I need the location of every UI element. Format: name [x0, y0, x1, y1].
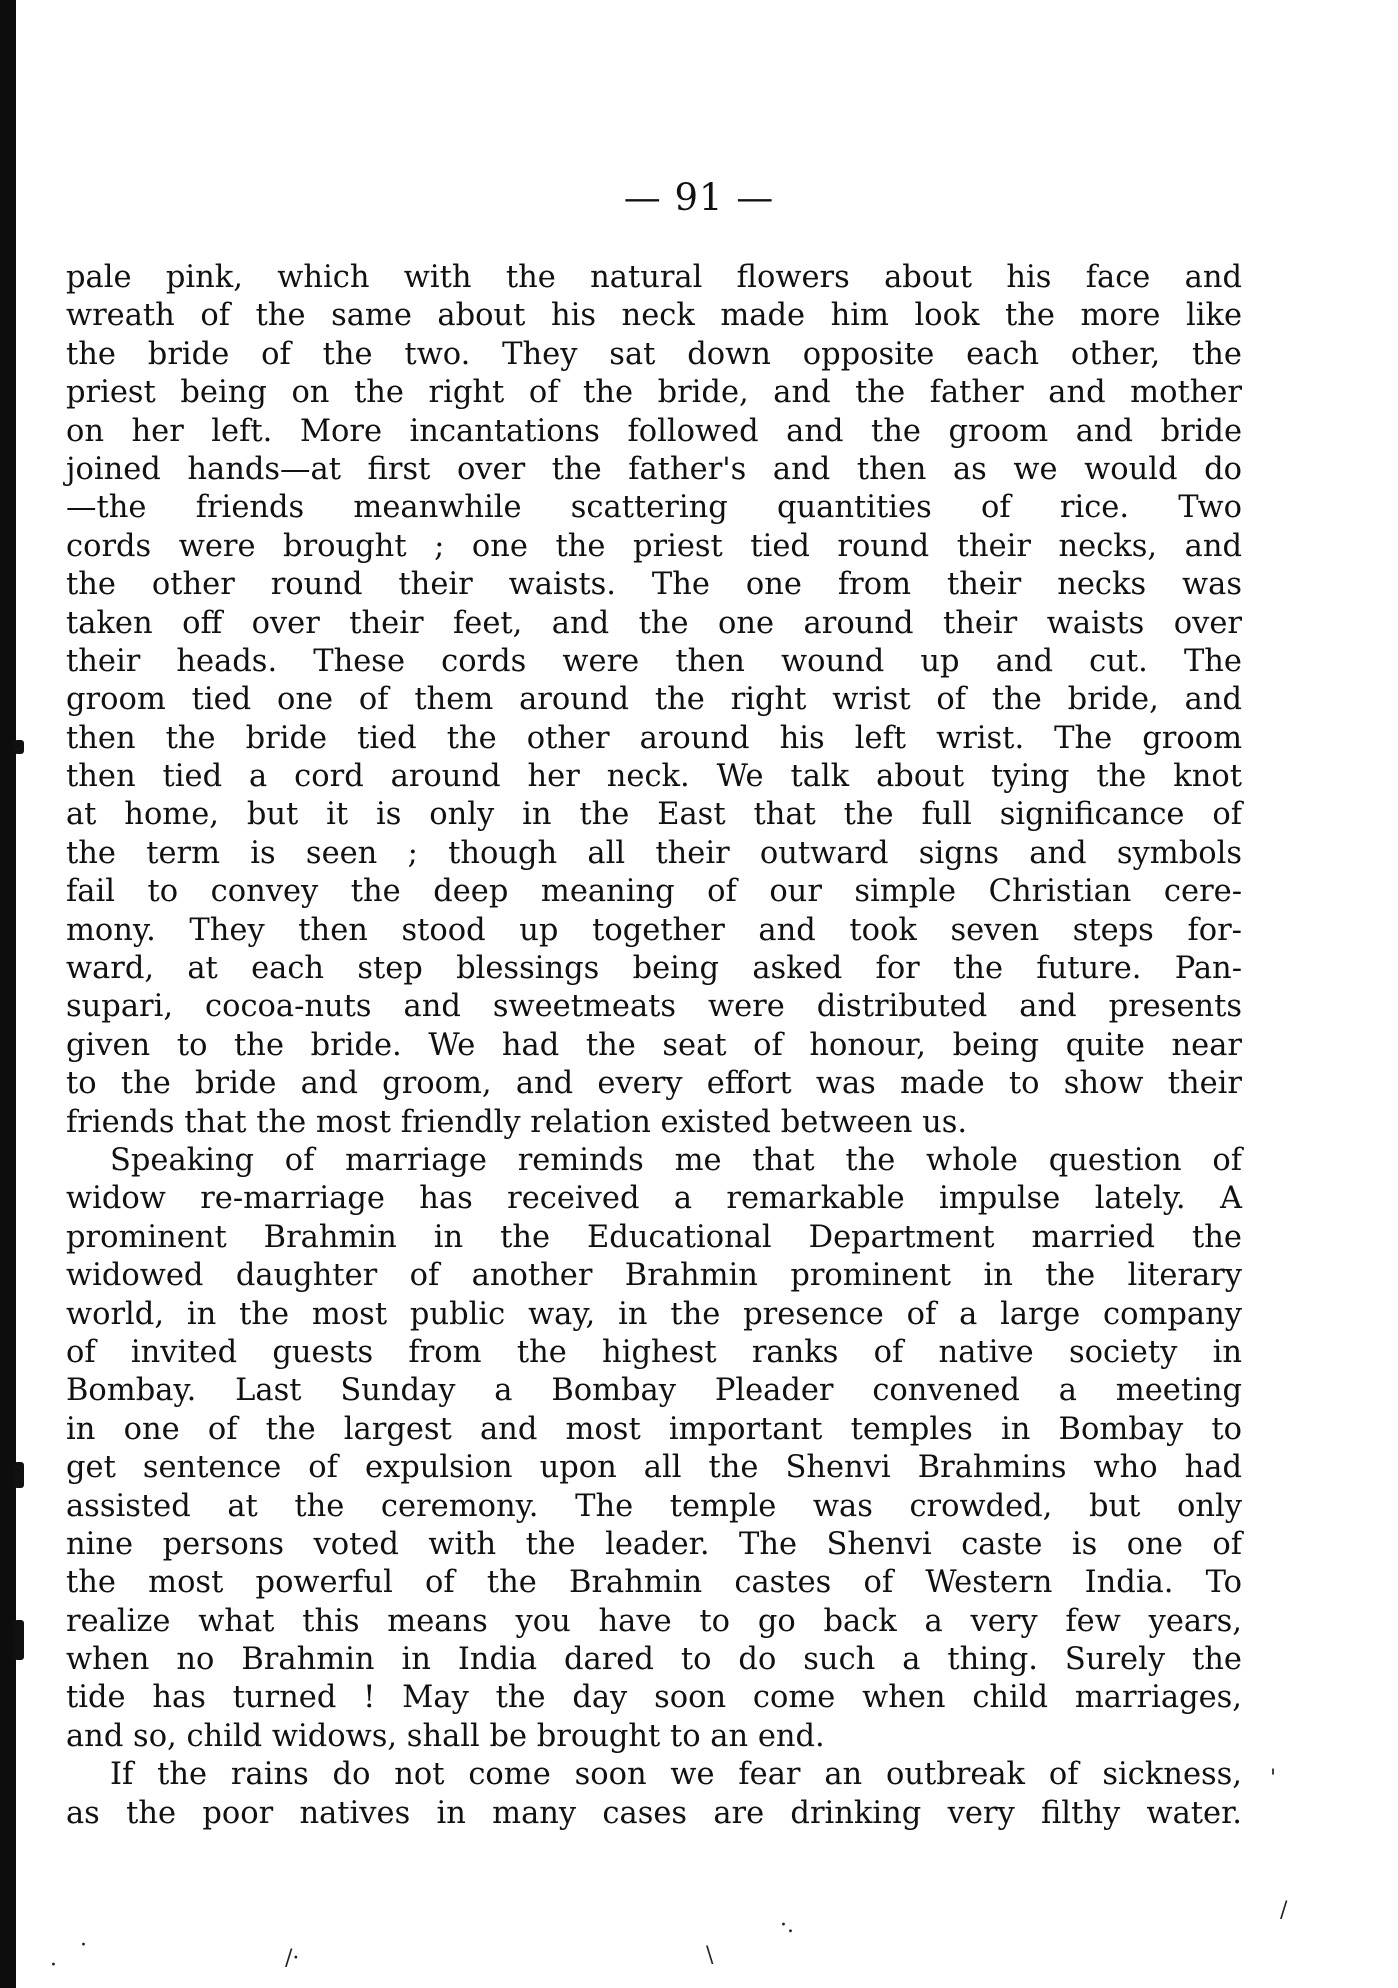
- text-line: their heads. These cords were then wound up and cut. The: [66, 643, 1242, 679]
- text-line: friends that the most friendly relation existed between us.: [66, 1104, 968, 1140]
- scan-speck: ·: [80, 1933, 87, 1958]
- text-line: prominent Brahmin in the Educational Department married the: [66, 1219, 1242, 1255]
- text-line: at home, but it is only in the East that the full significance of: [66, 797, 1242, 833]
- text-line: the bride of the two. They sat down opposite each other, the: [66, 336, 1242, 372]
- text-line: fail to convey the deep meaning of our simple Christian cere-: [66, 874, 1242, 910]
- text-line: realize what this means you have to go back a very few years,: [66, 1603, 1242, 1639]
- scan-speck: \: [706, 1943, 714, 1968]
- text-line: pale pink, which with the natural flowers about his face and: [66, 260, 1242, 295]
- text-line: cords were brought ; one the priest tied round their necks, and: [66, 528, 1242, 564]
- text-line: when no Brahmin in India dared to do such a thing. Surely the: [66, 1642, 1242, 1678]
- text-line: then tied a cord around her neck. We talk about tying the knot: [66, 759, 1242, 795]
- text-line: get sentence of expulsion upon all the Shenvi Brahmins who had: [66, 1450, 1242, 1486]
- text-line: If the rains do not come soon we fear an outbreak of sickness,: [110, 1757, 1242, 1793]
- scan-speck: ·: [50, 1953, 57, 1978]
- text-line: wreath of the same about his neck made him look the more like: [66, 298, 1242, 334]
- text-line: joined hands—at first over the father's and then as we would do: [66, 451, 1242, 487]
- binding-edge: [0, 0, 16, 1988]
- text-line: in one of the largest and most important temples in Bombay to: [66, 1411, 1242, 1447]
- text-line: of invited guests from the highest ranks of native society in: [66, 1334, 1242, 1370]
- text-line: and so, child widows, shall be brought to an end.: [66, 1718, 825, 1754]
- scan-speck: ·.: [780, 1913, 794, 1938]
- scan-speck: /·: [285, 1946, 300, 1971]
- text-line: on her left. More incantations followed and the groom and bride: [66, 413, 1242, 449]
- text-line: Speaking of marriage reminds me that the whole question of: [110, 1142, 1242, 1178]
- text-line: widowed daughter of another Brahmin prominent in the literary: [66, 1258, 1242, 1294]
- body-text: [66, 259, 1242, 1833]
- text-line: supari, cocoa-nuts and sweetmeats were distributed and presents: [66, 989, 1242, 1025]
- text-line: assisted at the ceremony. The temple was crowded, but only: [66, 1488, 1242, 1524]
- text-line: —the friends meanwhile scattering quantities of rice. Two: [66, 490, 1242, 526]
- binding-speck: [14, 1462, 24, 1488]
- text-line: ward, at each step blessings being asked for the future. Pan-: [66, 951, 1242, 987]
- text-line: the most powerful of the Brahmin castes of Western India. To: [66, 1565, 1242, 1601]
- text-line: tide has turned ! May the day soon come when child marriages,: [66, 1680, 1242, 1716]
- scan-speck: ': [1270, 1766, 1277, 1791]
- text-line: taken off over their feet, and the one around their waists over: [66, 605, 1242, 641]
- text-line: the other round their waists. The one from their necks was: [66, 567, 1242, 603]
- text-line: mony. They then stood up together and took seven steps for-: [66, 912, 1242, 948]
- text-line: groom tied one of them around the right wrist of the bride, and: [66, 682, 1242, 718]
- text-line: given to the bride. We had the seat of honour, being quite near: [66, 1027, 1242, 1063]
- binding-speck: [14, 1620, 24, 1660]
- text-line: priest being on the right of the bride, and the father and mother: [66, 375, 1242, 411]
- text-line: nine persons voted with the leader. The Shenvi caste is one of: [66, 1526, 1242, 1562]
- binding-speck: [14, 740, 24, 754]
- text-line: widow re-marriage has received a remarkable impulse lately. A: [66, 1181, 1242, 1217]
- text-line: Bombay. Last Sunday a Bombay Pleader convened a meeting: [66, 1373, 1242, 1409]
- text-line: then the bride tied the other around his left wrist. The groom: [66, 720, 1242, 756]
- text-line: to the bride and groom, and every effort was made to show their: [66, 1066, 1242, 1102]
- text-line: the term is seen ; though all their outward signs and symbols: [66, 835, 1242, 871]
- scan-speck: /: [1280, 1898, 1288, 1923]
- text-line: world, in the most public way, in the presence of a large company: [66, 1296, 1242, 1332]
- text-line: as the poor natives in many cases are drinking very filthy water.: [66, 1795, 1242, 1831]
- page-number: — 91 —: [623, 176, 775, 219]
